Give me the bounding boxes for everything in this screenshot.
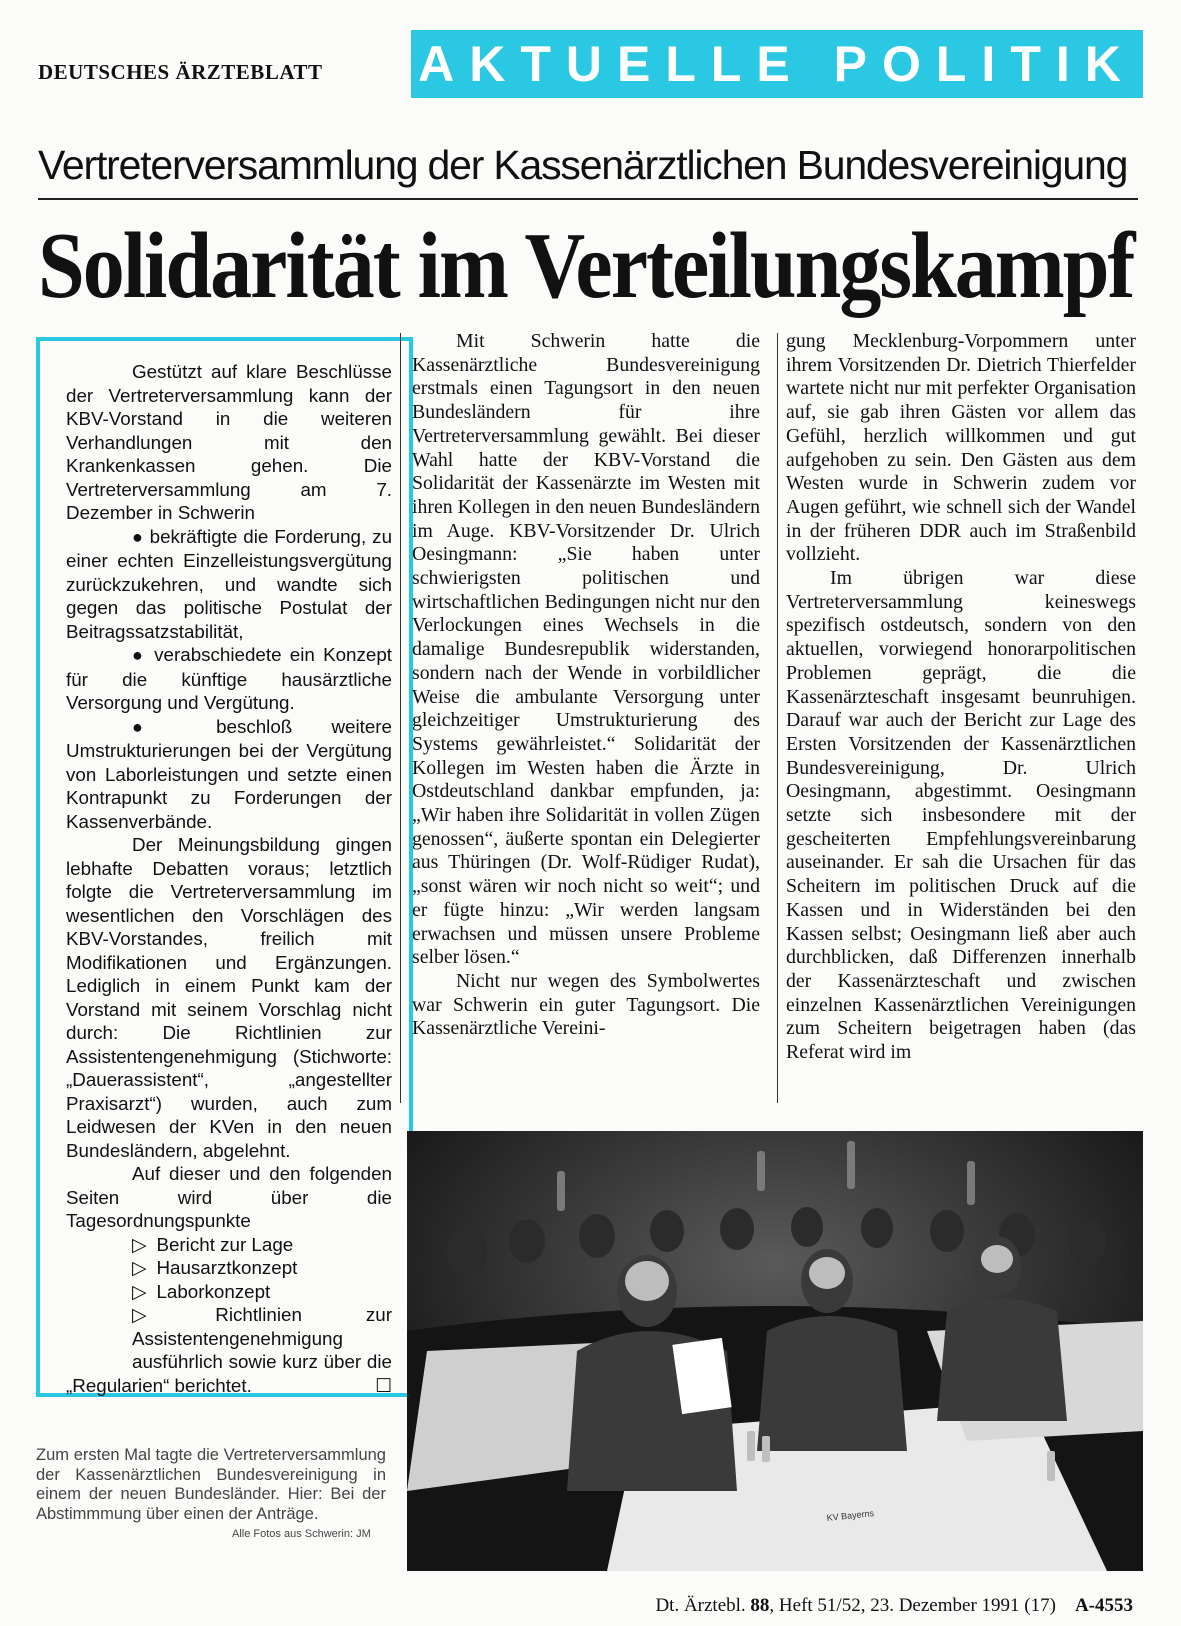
triangle-icon: ▷ <box>132 1233 147 1255</box>
body-paragraph: Im übrigen war diese Vertreterversammlung keineswegs spezifisch ostdeutsch, sondern von den aktuellen, vorwiegend honorarpolitischen Problemen geprägt, die die Kassenärzteschaft insgesamt beunruhigen. Darauf war auch der Bericht zur Lage des Ersten Vorsitzenden der Kassenärztlichen Bundesvereinigung, Dr. Ulrich Oesingmann, abgestimmt. Oesingmann setzte sich insbesondere mit der gescheiterten Empfehlungsvereinbarung auseinander. Er sah die Ursachen für das Scheitern im politischen Druck auf die Kassen und in Widerständen bei den Kassen selbst; Oesingmann ließ aber auch durchblicken, daß Differenzen innerhalb der Kassenärzteschaft und zwischen einzelnen Kassenärztlichen Vereinigungen zum Scheitern beigetragen haben (das Referat wird im <box>786 567 1136 1064</box>
journal-name: DEUTSCHES ÄRZTEBLATT <box>38 60 323 84</box>
agenda-item: ▷ Bericht zur Lage <box>132 1233 294 1255</box>
table-sign: KV Bayerns <box>826 1508 875 1523</box>
bullet-dot-icon: ● <box>132 526 144 547</box>
footer-issue: , Heft 51/52, 23. Dezember 1991 (17) <box>769 1595 1056 1616</box>
summary-bullet: ● beschloß weitere Umstrukturierungen bei der Vergütung von Laborleistungen und setzte einen Kontrapunkt zu Forderungen der Kassenverbände. <box>66 715 393 832</box>
end-mark-icon: ☐ <box>375 1374 392 1396</box>
section-banner <box>411 30 1143 98</box>
bullet-dot-icon: ● <box>132 716 177 737</box>
conference-photo <box>407 1131 1143 1571</box>
footer-journal: Dt. Ärztebl. <box>655 1595 746 1616</box>
article-headline: Solidarität im Verteilungskampf <box>38 214 1134 319</box>
page-number: A-4553 <box>1074 1595 1133 1616</box>
body-paragraph: Nicht nur wegen des Symbolwertes war Schwerin ein guter Tagungsort. Die Kassenärztliche Vereini- <box>412 969 760 1040</box>
footer-volume: 88 <box>750 1595 770 1616</box>
summary-bullet: ● verabschiedete ein Konzept für die künftige hausärztliche Versorgung und Vergütung. <box>66 644 393 713</box>
kicker-rule <box>38 198 1138 200</box>
bullet-dot-icon: ● <box>132 645 146 665</box>
body-paragraph: gung Mecklenburg-Vorpommern unter ihrem Vorsitzenden Dr. Dietrich Thierfelder wartete nicht nur mit perfekter Organisation auf, sie gab ihren Gästen vor allem das Gefühl, herzlich willkommen und gut aufgehoben zu sein. Den Gästen aus dem Westen wurde in Schwerin zudem vor Augen geführt, wie schnell sich der Wandel in der früheren DDR auch im Straßenbild vollzieht. <box>786 330 1136 566</box>
summary-paragraph: Der Meinungsbildung gingen lebhafte Debatten voraus; letztlich folgte die Vertreterversammlung im wesentlichen den Vorschlägen des KBV-Vorstandes, freilich mit Modifikationen und Ergänzungen. Lediglich in einem Punkt kam der Vorstand mit seinem Vorschlag nicht durch: Die Richtlinien zur Assistentengenehmigung (Stichworte: „Dauerassistent“, „angestellter Praxisarzt“) wurden, auch zum Leidwesen der KVen in den neuen Bundesländern, abgelehnt. <box>66 834 392 1161</box>
summary-closing: ausführlich sowie kurz über die „Regularien“ berichtet. ☐ <box>66 1351 392 1396</box>
page-footer <box>655 1595 1133 1617</box>
summary-paragraph: Auf dieser und den folgenden Seiten wird über die Tagesordnungspunkte <box>66 1163 392 1231</box>
article-column-3 <box>786 330 1136 1065</box>
summary-box <box>36 337 413 1397</box>
summary-intro: Gestützt auf klare Beschlüsse der Vertreterversammlung kann der KBV-Vorstand in die weiteren Verhandlungen mit den Krankenkassen gehen. Die Vertreterversammlung am 7. Dezember in Schwerin <box>66 361 392 523</box>
column-divider <box>400 333 401 1103</box>
agenda-item: ▷ Richtlinien zur Assistentengenehmigung <box>132 1304 392 1349</box>
article-column-2 <box>412 330 760 1041</box>
photo-credit: Alle Fotos aus Schwerin: JM <box>232 1528 371 1540</box>
body-paragraph: Mit Schwerin hatte die Kassenärztliche Bundesvereinigung erstmals einen Tagungsort in den neuen Bundesländern für ihre Vertreterversammlung gewählt. Bei dieser Wahl hatte der KBV-Vorstand die Solidarität der Kassenärzte im Westen mit ihren Kollegen in den neuen Bundesländern im Auge. KBV-Vorsitzender Dr. Ulrich Oesingmann: „Sie haben unter schwierigsten politischen und wirtschaftlichen Bedingungen nicht nur den Verlockungen eines Wechsels in die damalige Bundesrepublik widerstanden, sondern nach der Wende in vorbildlicher Weise die ambulante Versorgung unter gleichzeitiger Umstrukturierung des Systems gewährleistet.“ Solidarität der Kollegen im Westen haben die Ärzte in Ostdeutschland dankbar empfunden, ja: „Wir haben ihre Solidarität in vollen Zügen genossen“, äußerte spontan ein Delegierter aus Thüringen (Dr. Wolf-Rüdiger Rudat), „sonst wären wir noch nicht so weit“; und er fügte hinzu: „Wir werden langsam erwachsen und müssen unsere Probleme selber lösen.“ <box>412 330 760 969</box>
column-divider <box>777 333 778 1103</box>
agenda-item: ▷ Hausarztkonzept <box>132 1257 298 1278</box>
agenda-list <box>66 1233 392 1351</box>
triangle-icon: ▷ <box>132 1304 206 1325</box>
voting-delegates-photo <box>407 1131 1143 1571</box>
agenda-item: ▷ Laborkonzept <box>132 1280 271 1302</box>
article-kicker: Vertreterversammlung der Kassenärztlichen Bundesvereinigung <box>38 142 1128 188</box>
summary-bullet: ● bekräftigte die Forderung, zu einer echten Einzelleistungsvergütung zurückzukehren, und wandte sich gegen das politische Postulat der Beitragssatzstabilität, <box>66 525 393 642</box>
photo-caption: Zum ersten Mal tagte die Vertreterversammlung der Kassenärztlichen Bundesvereinigung in einem der neuen Bundesländer. Hier: Bei der Abstimmmung über einen der Anträge. <box>36 1446 386 1523</box>
triangle-icon: ▷ <box>132 1257 147 1278</box>
section-title: AKTUELLE POLITIK <box>418 36 1136 92</box>
triangle-icon: ▷ <box>132 1280 147 1302</box>
